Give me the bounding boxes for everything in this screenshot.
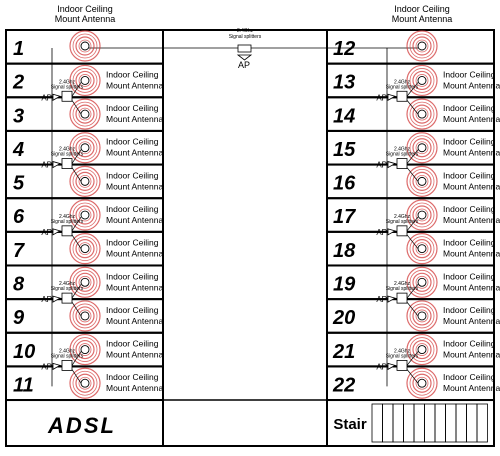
- ap-label: AP: [376, 160, 387, 170]
- top-right-antenna-label-line1: Indoor Ceiling: [394, 4, 450, 14]
- center-splitter: [229, 28, 262, 70]
- antenna-label-line2: Mount Antenna: [106, 248, 164, 259]
- room-number: 18: [333, 239, 356, 262]
- top-left-antenna-label-line1: Indoor Ceiling: [57, 4, 113, 14]
- stair-steps: [372, 404, 488, 442]
- ap-label: AP: [41, 227, 52, 237]
- ap-label: AP: [376, 295, 387, 305]
- room-8: [6, 265, 163, 299]
- antenna-icon: [70, 31, 100, 61]
- antenna-label-line1: Indoor Ceiling: [443, 237, 496, 248]
- ap-icon: [53, 363, 60, 369]
- room-number: 21: [333, 340, 356, 363]
- antenna-label-line1: Indoor Ceiling: [106, 103, 159, 114]
- signal-splitter: [41, 281, 83, 304]
- ap-icon: [388, 296, 395, 302]
- room-number: 5: [13, 172, 25, 195]
- room-number: 11: [13, 374, 34, 397]
- room-number: 19: [333, 273, 356, 296]
- antenna-icon: [407, 166, 437, 196]
- room-number: 2: [13, 71, 25, 94]
- room-1: [6, 30, 163, 64]
- ap-icon: [53, 162, 60, 168]
- antenna-label-line2: Mount Antenna: [443, 215, 500, 226]
- room-number: 13: [333, 71, 356, 94]
- antenna-label-line1: Indoor Ceiling: [443, 136, 496, 147]
- antenna-label-line1: Indoor Ceiling: [443, 372, 496, 383]
- room-13: [327, 64, 500, 98]
- room-2: [6, 64, 163, 98]
- antenna-label-line2: Mount Antenna: [106, 215, 164, 226]
- antenna-label-line1: Indoor Ceiling: [106, 372, 159, 383]
- room-number: 8: [13, 273, 25, 296]
- ap-label: AP: [376, 93, 387, 103]
- antenna-label-line2: Mount Antenna: [443, 383, 500, 394]
- room-6: [6, 198, 163, 232]
- ap-icon: [388, 94, 395, 100]
- antenna-icon: [407, 301, 437, 331]
- antenna-label-line2: Mount Antenna: [443, 181, 500, 192]
- ap-label: AP: [41, 295, 52, 305]
- antenna-label-line1: Indoor Ceiling: [443, 271, 496, 282]
- antenna-label-line2: Mount Antenna: [106, 282, 164, 293]
- room-number: 3: [13, 105, 25, 128]
- splitter-label-line1: 2.4Ghz: [393, 146, 411, 153]
- splitter-box: [62, 159, 72, 169]
- room-number: 6: [13, 206, 25, 229]
- antenna-label-line1: Indoor Ceiling: [443, 69, 496, 80]
- top-left-antenna-label-line2: Mount Antenna: [54, 14, 116, 24]
- antenna-label-line2: Mount Antenna: [106, 147, 164, 158]
- splitter-box: [397, 226, 407, 236]
- splitter-label-line1: 2.4Ghz: [58, 146, 76, 153]
- antenna-label-line2: Mount Antenna: [443, 349, 500, 360]
- room-4: [6, 131, 163, 165]
- splitter-box: [62, 360, 72, 370]
- ap-label: AP: [376, 227, 387, 237]
- splitter-label-line2: Signal splitters: [50, 218, 84, 225]
- antenna-icon: [407, 234, 437, 264]
- splitter-label-line2: Signal splitters: [50, 353, 84, 360]
- splitter-label-line1: 2.4Ghz: [393, 348, 411, 355]
- splitter-box: [397, 360, 407, 370]
- splitter-label-line2: Signal splitters: [50, 151, 84, 158]
- room-number: 12: [333, 38, 356, 60]
- antenna-label-line2: Mount Antenna: [106, 383, 164, 394]
- antenna-label-line2: Mount Antenna: [443, 315, 500, 326]
- room-number: 14: [333, 105, 356, 128]
- room-17: [327, 198, 500, 232]
- antenna-label-line1: Indoor Ceiling: [443, 204, 496, 215]
- room-number: 7: [13, 239, 25, 262]
- splitter-box: [62, 226, 72, 236]
- ap-icon: [388, 162, 395, 168]
- splitter-box: [397, 91, 407, 101]
- ap-icon: [53, 229, 60, 235]
- antenna-label-line2: Mount Antenna: [106, 80, 164, 91]
- ap-icon: [53, 296, 60, 302]
- signal-splitter: [41, 214, 83, 237]
- stair-label: Stair: [333, 416, 367, 433]
- room-number: 10: [13, 340, 36, 363]
- ap-label: AP: [41, 362, 52, 372]
- antenna-label-line1: Indoor Ceiling: [106, 237, 159, 248]
- room-number: 9: [13, 307, 25, 330]
- room-10: [6, 333, 163, 367]
- signal-splitter: [376, 214, 418, 237]
- antenna-label-line2: Mount Antenna: [443, 248, 500, 259]
- antenna-label-line2: Mount Antenna: [443, 282, 500, 293]
- center-ap-label: AP: [237, 60, 251, 70]
- room-number: 15: [333, 138, 356, 161]
- splitter-label-line1: 2.4Ghz: [393, 281, 411, 288]
- antenna-label-line1: Indoor Ceiling: [106, 304, 159, 315]
- signal-splitter: [41, 79, 83, 102]
- room-15: [327, 131, 500, 165]
- antenna-label-line2: Mount Antenna: [106, 315, 164, 326]
- center-splitter-label-line2: Signal splitters: [228, 34, 262, 40]
- splitter-label-line1: 2.4Ghz: [58, 79, 76, 86]
- room-19: [327, 265, 500, 299]
- room-number: 20: [333, 307, 356, 330]
- room-number: 4: [13, 138, 25, 161]
- splitter-label-line2: Signal splitters: [385, 151, 419, 158]
- antenna-label-line2: Mount Antenna: [106, 349, 164, 360]
- ap-icon: [388, 229, 395, 235]
- splitter-label-line2: Signal splitters: [385, 286, 419, 293]
- room-number: 22: [333, 374, 356, 397]
- splitter-label-line1: 2.4Ghz: [58, 348, 76, 355]
- antenna-label-line1: Indoor Ceiling: [106, 136, 159, 147]
- splitter-label-line2: Signal splitters: [385, 218, 419, 225]
- splitter-label-line1: 2.4Ghz: [393, 79, 411, 86]
- center-splitter-box: [238, 45, 251, 52]
- splitter-box: [397, 159, 407, 169]
- signal-splitter: [376, 79, 418, 102]
- ap-icon: [53, 94, 60, 100]
- room-number: 16: [333, 172, 356, 195]
- room-12: [327, 30, 494, 64]
- splitter-label-line1: 2.4Ghz: [58, 213, 76, 220]
- antenna-label-line1: Indoor Ceiling: [443, 338, 496, 349]
- splitter-label-line1: 2.4Ghz: [58, 281, 76, 288]
- antenna-label-line1: Indoor Ceiling: [106, 170, 159, 181]
- antenna-icon: [407, 31, 437, 61]
- rooms-right-column: [327, 30, 500, 400]
- antenna-label-line1: Indoor Ceiling: [443, 304, 496, 315]
- antenna-label-line2: Mount Antenna: [106, 114, 164, 125]
- room-21: [327, 333, 500, 367]
- ap-icon: [388, 363, 395, 369]
- top-right-antenna-label-line2: Mount Antenna: [391, 14, 453, 24]
- corridor: [163, 30, 327, 400]
- ap-label: AP: [41, 93, 52, 103]
- antenna-label-line1: Indoor Ceiling: [443, 170, 496, 181]
- antenna-label-line1: Indoor Ceiling: [106, 338, 159, 349]
- room-number: 1: [13, 38, 25, 60]
- splitter-label-line2: Signal splitters: [385, 84, 419, 91]
- antenna-icon: [407, 99, 437, 129]
- antenna-label-line2: Mount Antenna: [106, 181, 164, 192]
- splitter-label-line2: Signal splitters: [385, 353, 419, 360]
- splitter-box: [62, 91, 72, 101]
- adsl-label: ADSL: [48, 413, 116, 438]
- splitter-box: [397, 293, 407, 303]
- ap-label: AP: [41, 160, 52, 170]
- antenna-label-line2: Mount Antenna: [443, 114, 500, 125]
- splitter-box: [62, 293, 72, 303]
- antenna-label-line1: Indoor Ceiling: [106, 69, 159, 80]
- center-splitter-label-line1: 2.4Ghz: [236, 28, 254, 34]
- signal-splitter: [41, 348, 83, 371]
- antenna-label-line2: Mount Antenna: [443, 147, 500, 158]
- signal-splitter: [376, 147, 418, 170]
- splitter-label-line2: Signal splitters: [50, 286, 84, 293]
- room-number: 17: [333, 206, 356, 229]
- antenna-label-line2: Mount Antenna: [443, 80, 500, 91]
- splitter-label-line1: 2.4Ghz: [393, 213, 411, 220]
- antenna-icon: [407, 368, 437, 398]
- signal-splitter: [376, 281, 418, 304]
- signal-splitter: [376, 348, 418, 371]
- antenna-label-line1: Indoor Ceiling: [106, 271, 159, 282]
- signal-splitter: [41, 147, 83, 170]
- rooms-left-column: [6, 30, 163, 400]
- splitter-label-line2: Signal splitters: [50, 84, 84, 91]
- antenna-label-line1: Indoor Ceiling: [106, 204, 159, 215]
- ap-label: AP: [376, 362, 387, 372]
- antenna-label-line1: Indoor Ceiling: [443, 103, 496, 114]
